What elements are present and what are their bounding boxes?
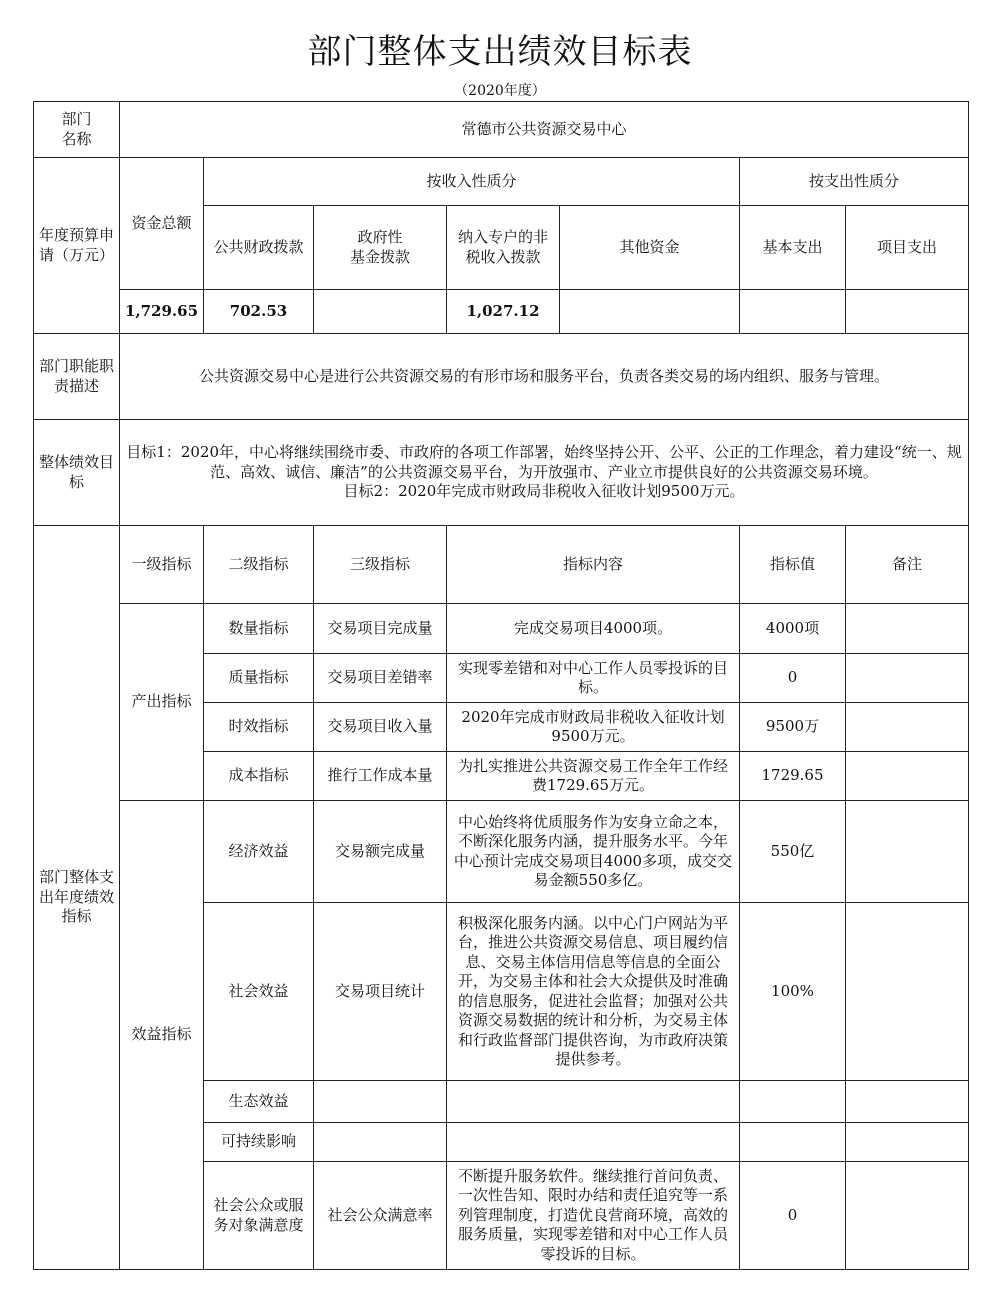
row-level2: 质量指标 — [204, 654, 314, 703]
row-remark — [846, 1162, 969, 1270]
row-content — [447, 1081, 740, 1123]
row-remark — [846, 1081, 969, 1123]
row-remark — [846, 752, 969, 801]
row-level2: 可持续影响 — [204, 1123, 314, 1162]
row-content — [447, 1123, 740, 1162]
row-level2: 社会效益 — [204, 903, 314, 1081]
row-value: 0 — [740, 654, 846, 703]
row-remark — [846, 654, 969, 703]
header-value: 指标值 — [740, 526, 846, 604]
header-level3: 三级指标 — [314, 526, 447, 604]
budget-col-project: 项目支出 — [846, 206, 969, 290]
row-remark — [846, 903, 969, 1081]
budget-total-label: 资金总额 — [120, 158, 204, 290]
row-remark — [846, 1123, 969, 1162]
row-content: 不断提升服务软件。继续推行首问负责、一次性告知、限时办结和责任追究等一系列管理制度，打造优良营商环境，高效的服务质量，实现零差错和对中心工作人员零投诉的目标。 — [447, 1162, 740, 1270]
row-value: 0 — [740, 1162, 846, 1270]
goals-text — [120, 420, 969, 526]
row-level3: 推行工作成本量 — [314, 752, 447, 801]
row-value — [740, 1081, 846, 1123]
row-level3: 交易项目完成量 — [314, 604, 447, 654]
budget-gov-fund — [314, 290, 447, 334]
dept-name-label: 部门 名称 — [34, 102, 120, 158]
row-remark — [846, 801, 969, 903]
row-value: 1729.65 — [740, 752, 846, 801]
indicators-header-row — [34, 526, 969, 604]
budget-public: 702.53 — [204, 290, 314, 334]
duties-text: 公共资源交易中心是进行公共资源交易的有形市场和服务平台，负责各类交易的场内组织、服务与管理。 — [120, 334, 969, 420]
row-level2: 时效指标 — [204, 703, 314, 752]
duties-row — [34, 334, 969, 420]
row-level2: 社会公众或服务对象满意度 — [204, 1162, 314, 1270]
budget-values-row — [34, 290, 969, 334]
row-level2: 生态效益 — [204, 1081, 314, 1123]
dept-row — [34, 102, 969, 158]
row-level2: 数量指标 — [204, 604, 314, 654]
row-value: 4000项 — [740, 604, 846, 654]
header-content: 指标内容 — [447, 526, 740, 604]
row-value: 9500万 — [740, 703, 846, 752]
page-title: 部门整体支出绩效目标表 — [307, 32, 693, 72]
row-content: 实现零差错和对中心工作人员零投诉的目标。 — [447, 654, 740, 703]
performance-table — [33, 101, 969, 1270]
row-level2: 成本指标 — [204, 752, 314, 801]
row-content: 为扎实推进公共资源交易工作全年工作经费1729.65万元。 — [447, 752, 740, 801]
goals-label: 整体绩效目标 — [34, 420, 120, 526]
budget-total: 1,729.65 — [120, 290, 204, 334]
row-level3: 交易项目统计 — [314, 903, 447, 1081]
row-level2: 经济效益 — [204, 801, 314, 903]
benefit-indicator-label: 效益指标 — [120, 801, 204, 1270]
budget-row-label: 年度预算申请（万元） — [34, 158, 120, 334]
budget-basic — [740, 290, 846, 334]
duties-label: 部门职能职责描述 — [34, 334, 120, 420]
goals-row — [34, 420, 969, 526]
row-value: 550亿 — [740, 801, 846, 903]
row-level3: 交易额完成量 — [314, 801, 447, 903]
goal-2: 目标2：2020年完成市财政局非税收入征收计划9500万元。 — [343, 482, 745, 501]
goal-1: 目标1：2020年，中心将继续围绕市委、市政府的各项工作部署，始终坚持公开、公平、公正的工作理念，着力建设“统一、规范、高效、诚信、廉洁”的公共资源交易平台，为开放强市、产业立市提供良好的公共资源交易环境。 — [126, 443, 962, 481]
row-remark — [846, 703, 969, 752]
budget-col-other: 其他资金 — [560, 206, 740, 290]
indicators-section-label: 部门整体支出年度绩效指标 — [34, 526, 120, 1270]
budget-other — [560, 290, 740, 334]
header-level2: 二级指标 — [204, 526, 314, 604]
table-row — [34, 604, 969, 654]
header-remark: 备注 — [846, 526, 969, 604]
row-level3: 交易项目收入量 — [314, 703, 447, 752]
output-indicator-label: 产出指标 — [120, 604, 204, 801]
row-content: 2020年完成市财政局非税收入征收计划9500万元。 — [447, 703, 740, 752]
budget-col-public: 公共财政拨款 — [204, 206, 314, 290]
budget-by-expense: 按支出性质分 — [740, 158, 969, 206]
budget-by-income: 按收入性质分 — [204, 158, 740, 206]
row-value — [740, 1123, 846, 1162]
row-level3: 社会公众满意率 — [314, 1162, 447, 1270]
table-row — [34, 801, 969, 903]
row-level3: 交易项目差错率 — [314, 654, 447, 703]
budget-project — [846, 290, 969, 334]
budget-col-gov-fund: 政府性 基金拨款 — [314, 206, 447, 290]
header-level1: 一级指标 — [120, 526, 204, 604]
dept-name: 常德市公共资源交易中心 — [120, 102, 969, 158]
row-content: 积极深化服务内涵。以中心门户网站为平台，推进公共资源交易信息、项目履约信息、交易主体信用信息等信息的全面公开，为交易主体和社会大众提供及时准确的信息服务，促进社会监督；加强对公共资源交易数据的统计和分析，为交易主体和行政监督部门提供咨询，为市政府决策提供参考。 — [447, 903, 740, 1081]
row-remark — [846, 604, 969, 654]
row-level3 — [314, 1123, 447, 1162]
row-content: 完成交易项目4000项。 — [447, 604, 740, 654]
row-content: 中心始终将优质服务作为安身立命之本，不断深化服务内涵，提升服务水平。今年中心预计完成交易项目4000多项，成交交易金额550多亿。 — [447, 801, 740, 903]
row-level3 — [314, 1081, 447, 1123]
budget-col-nontax: 纳入专户的非税收入拨款 — [447, 206, 560, 290]
budget-header-row — [34, 158, 969, 206]
budget-col-basic: 基本支出 — [740, 206, 846, 290]
row-value: 100% — [740, 903, 846, 1081]
page-year: （2020年度） — [454, 83, 546, 99]
budget-nontax: 1,027.12 — [447, 290, 560, 334]
